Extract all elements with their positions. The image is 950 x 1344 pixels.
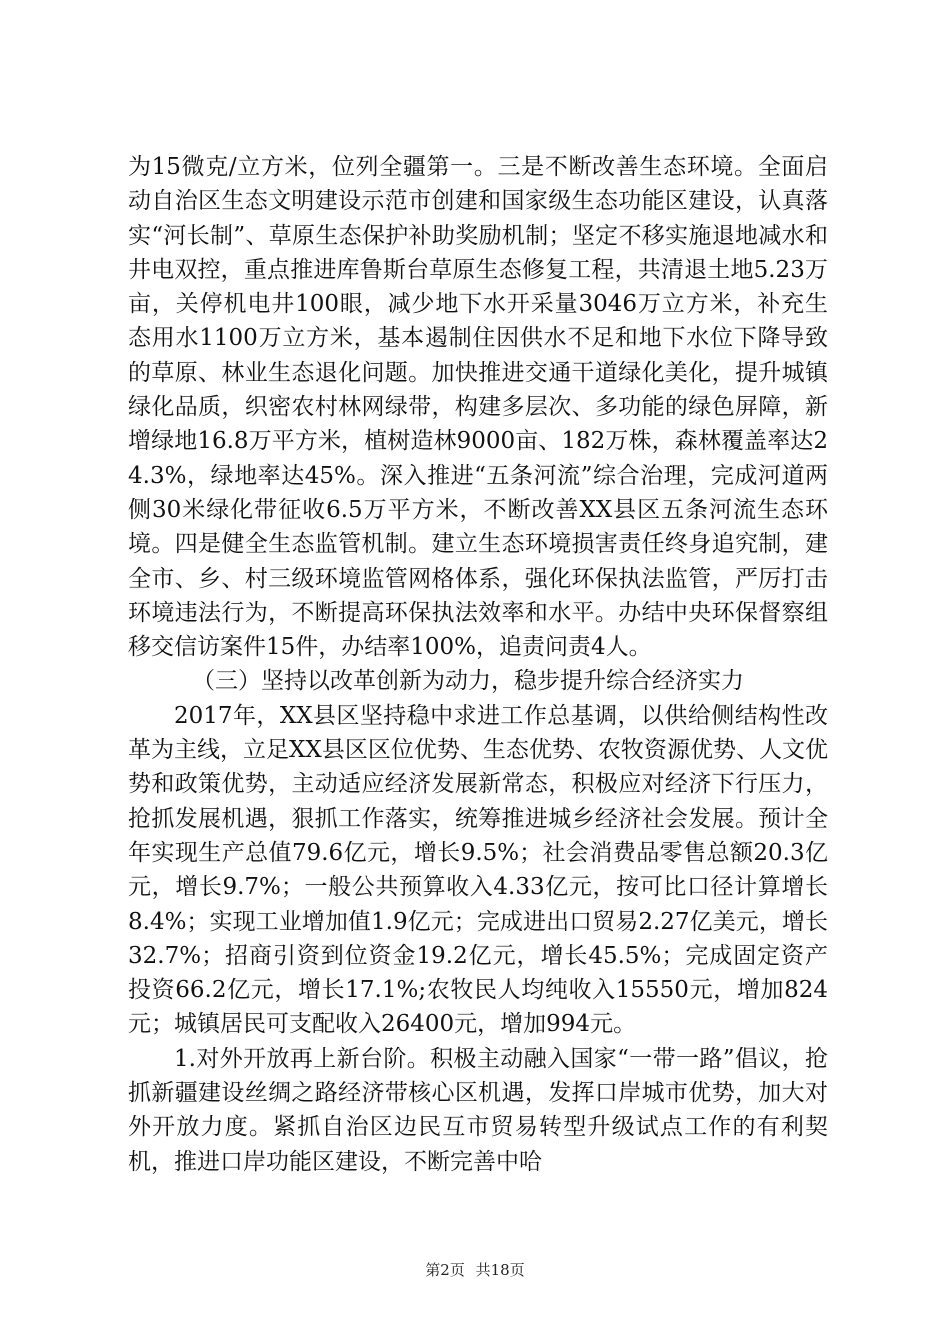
section-heading-reform: （三）坚持以改革创新为动力，稳步提升综合经济实力 bbox=[192, 668, 744, 695]
paragraph-economy-2017: 2017年，XX县区坚持稳中求进工作总基调，以供给侧结构性改革为主线，立足XX县区区位优势、生态优势、农牧资源优势、人文优势和政策优势，主动适应经济发展新常态，积极应对经济下行压力，抢抓发展机遇，狠抓工作落实，统筹推进城乡经济社会发展。预计全年实现生产总值79.6亿元，增长9.5%；社会消费品零售总额20.3亿元，增长9.7%；一般公共预算收入4.33亿元，按可比口径计算增长8.4%；实现工业增加值1.9亿元；完成进出口贸易2.27亿美元，增长32.7%；招商引资到位资金19.2亿元，增长45.5%；完成固定资产投资66.2亿元，增长17.1%;农牧民人均纯收入15550元，增加824元；城镇居民可支配收入26400元，增加994元。 bbox=[128, 702, 828, 1038]
page-footer bbox=[0, 1259, 950, 1280]
document-body bbox=[128, 150, 828, 1179]
total-page-count: 共18页 bbox=[475, 1261, 525, 1279]
current-page-number: 第2页 bbox=[425, 1261, 465, 1279]
paragraph-ecology: 为15微克/立方米，位列全疆第一。三是不断改善生态环境。全面启动自治区生态文明建设示范市创建和国家级生态功能区建设，认真落实“河长制”、草原生态保护补助奖励机制；坚定不移实施退地减水和井电双控，重点推进库鲁斯台草原生态修复工程，共清退土地5.23万亩，关停机电井100眼，减少地下水开采量3046万立方米，补充生态用水1100万立方米，基本遏制住因供水不足和地下水位下降导致的草原、林业生态退化问题。加快推进交通干道绿化美化，提升城镇绿化品质，织密农村林网绿带，构建多层次、多功能的绿色屏障，新增绿地16.8万平方米，植树造林9000亩、182万株，森林覆盖率达24.3%，绿地率达45%。深入推进“五条河流”综合治理，完成河道两侧30米绿化带征收6.5万平方米，不断改善XX县区五条河流生态环境。四是健全生态监管机制。建立生态环境损害责任终身追究制，建全市、乡、村三级环境监管网格体系，强化环保执法监管，严厉打击环境违法行为，不断提高环保执法效率和水平。办结中央环保督察组移交信访案件15件，办结率100%，追责问责4人。 bbox=[128, 154, 828, 661]
paragraph-opening-up: 1.对外开放再上新台阶。积极主动融入国家“一带一路”倡议，抢抓新疆建设丝绸之路经济带核心区机遇，发挥口岸城市优势，加大对外开放力度。紧抓自治区边民互市贸易转型升级试点工作的有利契机，推进口岸功能区建设，不断完善中哈 bbox=[128, 1045, 828, 1175]
